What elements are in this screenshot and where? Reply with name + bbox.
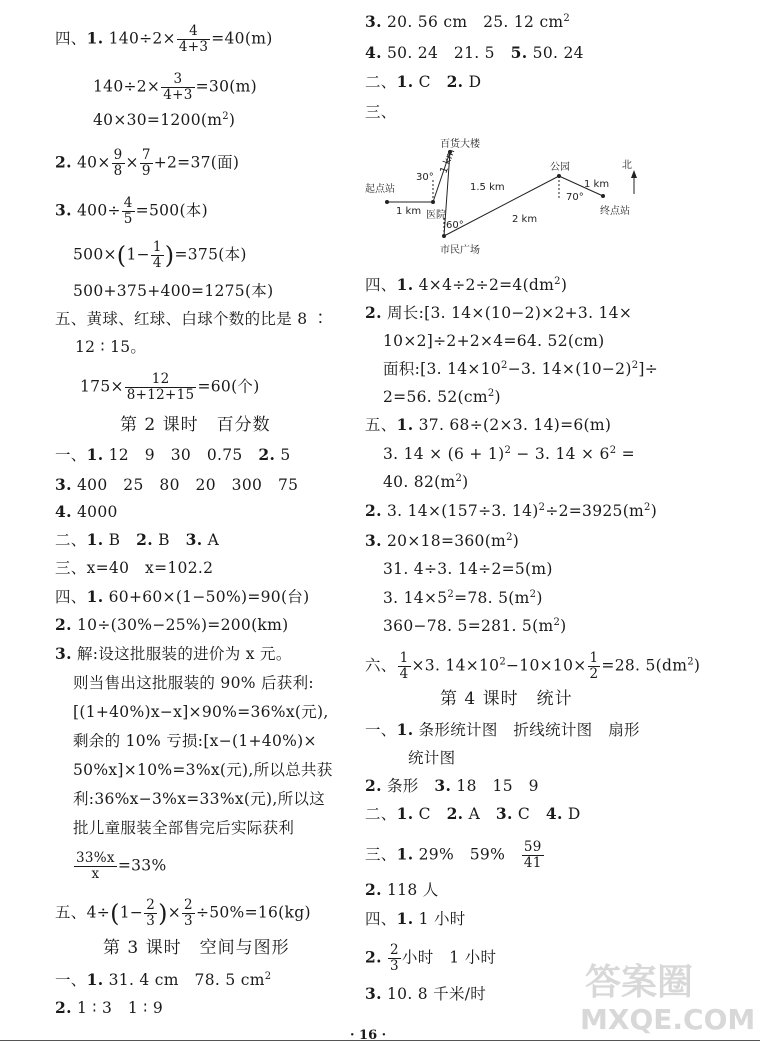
fraction: $\frac{1}{4}$ — [399, 650, 409, 682]
r-l4-s1-q2: 2. 条形 3. 18 15 9 — [365, 776, 539, 795]
fraction: $\frac{33\%x}{x}$ — [76, 850, 115, 882]
l2-p7: $\frac{33\%x}{x}$ =33% — [76, 850, 167, 882]
r-l4-s3-q2: 2. 118 人 — [365, 880, 439, 899]
map-label-end: 终点站 — [600, 206, 630, 217]
left-s5-line2: 12 ∶ 15。 — [75, 338, 147, 356]
map-label-park: 公园 — [550, 162, 570, 173]
fraction: $\frac{4}{5}$ — [123, 195, 133, 227]
lesson-2-heading: 第 2 课时 百分数 — [120, 415, 271, 435]
fraction: $\frac{2}{3}$ — [390, 942, 399, 974]
fraction: $\frac{2}{3}$ — [146, 897, 156, 929]
map-angle: 30° — [416, 172, 434, 183]
fraction: $\frac{59}{41}$ — [523, 839, 542, 871]
left-s5-expr: 175× $\frac{12}{8+12+15}$ =60(个) — [80, 371, 260, 403]
map-distance: 1 km — [438, 147, 458, 176]
map-label-store: 百货大楼 — [440, 139, 480, 150]
l2-p1: 则当售出这批服装的 90% 后获利: — [73, 674, 314, 692]
r-l4-s4-q1: 四、1. 1 小时 — [365, 909, 466, 928]
l2-p3: 剩余的 10% 亏损:[x−(1+40%)× — [73, 732, 317, 750]
r-s5-q3d: 360−78. 5=281. $5(m^2)$ — [383, 616, 567, 635]
map-distance: 1 km — [584, 179, 610, 190]
map-point — [385, 200, 389, 204]
left-s4-q3: 3. 400÷ $\frac{4}{5}$ =500(本) — [55, 195, 208, 227]
map-distance: 1 km — [396, 206, 422, 217]
r-s2: 二、1. C 2. D — [365, 72, 482, 91]
map-label-north: 北 — [622, 160, 632, 171]
l2-s4-q2: 2. 10÷(30%−25%)=200(km) — [55, 615, 289, 634]
l2-s1-q3: 3. 400 25 80 20 300 75 — [55, 475, 299, 494]
map-label-hospital: 医院 — [426, 210, 446, 221]
route-map — [360, 138, 660, 260]
watermark-url: MXQE.COM — [580, 1003, 756, 1036]
left-s4-line1: 四、1. 140÷2× $\frac{4}{4+3}$ =40(m) — [55, 23, 273, 55]
fraction: $\frac{7}{9}$ — [141, 147, 151, 179]
l2-s5: 五、4÷(1− $\frac{2}{3}$ )× $\frac{2}{3}$ ÷50%=16(kg) — [55, 897, 311, 929]
map-label-start: 起点站 — [365, 184, 395, 195]
fraction: $\frac{1}{2}$ — [589, 650, 599, 682]
l2-s4-q1: 四、1. 60+60×(1−50%)=90(台) — [55, 587, 310, 606]
fraction: $\frac{1}{4}$ — [152, 239, 162, 271]
l2-s1-q4: 4. 4000 — [55, 502, 118, 521]
r-s5-q3b: 31. 4÷3. 14÷2=5(m) — [383, 560, 553, 578]
r-s4-q2b: 10×2]÷2+2×4=64. 52(cm) — [383, 332, 605, 350]
l2-p4: 50%x]×10%=3%x(元),所以总共获 — [73, 761, 333, 779]
r-l4-s4-q2: 2. $\frac{2}{3}$ 小时 1 小时 — [365, 942, 497, 974]
r-s5-q1: 五、1. 37. 68÷(2×3. 14)=6(m) — [365, 415, 612, 434]
r-s5-q3: 3. $20\times 18=360(m^2)$ — [365, 531, 520, 550]
l2-p5: 利:36%x−3%x=33%x(元),所以这 — [73, 790, 326, 808]
r-s6: 六、 $\frac{1}{4}$ ×3. $14\times 10^2-10\times 10\times$ $\frac{1}{2}$ =28. $5(dm^2)$ — [365, 650, 701, 682]
left-s5-line1: 五、黄球、红球、白球个数的比是 8 ∶ — [55, 310, 329, 328]
r-s3: 三、 — [365, 103, 397, 121]
r-s4-q1: 四、1. $4\times 4\div 2\div 2=4(dm^2)$ — [365, 275, 568, 294]
fraction: $\frac{4}{4+3}$ — [178, 23, 209, 55]
r-s5-q1b: 3. $14 \times (6 + 1)^2 - 3$. $14 \times 6^2$ = — [383, 444, 635, 463]
r-s4-q2d: 2=56. $52(cm^2)$ — [383, 387, 501, 406]
r-s4-q2c: 面积:[3. $14\times 10^2-3$. $14\times(10-2)^2]\div$ — [383, 359, 658, 378]
route-map-svg — [360, 138, 660, 260]
r-s4-q2: 2. 周长:[3. 14×(10−2)×2+3. 14× — [365, 303, 633, 322]
r-l4-s2: 二、1. C 2. A 3. C 4. D — [365, 804, 581, 823]
map-label-plaza: 市民广场 — [440, 245, 480, 256]
l3-s1-q1: 一、1. 31. 4 cm 78. 5 $cm^2$ — [55, 970, 272, 989]
fraction: $\frac{9}{8}$ — [113, 147, 123, 179]
l2-p6: 批儿童服装全部售完后实际获利 — [73, 819, 295, 837]
map-distance: 1.5 km — [470, 182, 505, 193]
map-point — [601, 194, 605, 198]
r-q3: 3. 20. 56 cm 25. 12 $cm^2$ — [365, 12, 571, 31]
l2-s3: 三、x=40 x=102.2 — [55, 559, 214, 577]
map-angle: 60° — [446, 220, 464, 231]
lesson-4-heading: 第 4 课时 统计 — [440, 689, 573, 709]
left-s4-q2: 2. 40× $\frac{9}{8}$ × $\frac{7}{9}$ +2=37(面) — [55, 147, 240, 179]
map-point — [557, 174, 561, 178]
r-s5-q1c: 40. $82(m^2)$ — [383, 472, 469, 491]
left-s4-q3b: 500×(1− $\frac{1}{4}$ )=375(本) — [73, 239, 247, 271]
fraction: $\frac{12}{8+12+15}$ — [126, 371, 195, 403]
map-distance: 2 km — [512, 214, 538, 225]
lesson-3-heading: 第 3 课时 空间与图形 — [103, 938, 290, 958]
fraction: $\frac{2}{3}$ — [184, 897, 193, 929]
l2-s2: 二、1. B 2. B 3. A — [55, 530, 220, 549]
l2-p2: [(1+40%)x−x]×90%=36%x(元), — [73, 703, 329, 721]
r-l4-s1-q1: 一、1. 条形统计图 折线统计图 扇形 — [365, 720, 640, 739]
r-s5-q3c: 3. $14\times 5^2=78$. $5(m^2)$ — [383, 588, 543, 607]
map-point — [442, 234, 446, 238]
fraction: $\frac{3}{4+3}$ — [163, 71, 193, 103]
r-q4-q5: 4. 50. 24 21. 5 5. 50. 24 — [365, 43, 584, 62]
left-s4-q3c: 500+375+400=1275(本) — [73, 282, 274, 300]
map-angle: 70° — [566, 192, 584, 203]
l2-s4-q3: 3. 解:设这批服装的进价为 x 元。 — [55, 644, 292, 663]
page-number: · 16 · — [350, 1028, 387, 1043]
l3-s1-q2: 2. 1 ∶ 3 1 ∶ 9 — [55, 998, 164, 1017]
r-l4-s3-q1: 三、1. 29% 59% $\frac{59}{41}$ — [365, 839, 542, 871]
r-s5-q2: 2. 3. 14×(157÷3. $14)^2\div 2=3925(m^2)$ — [365, 501, 658, 520]
l2-s1: 一、1. 12 9 30 0.75 2. 5 — [55, 445, 291, 464]
north-arrow-icon — [631, 170, 637, 178]
left-s4-line2: 140÷2× $\frac{3}{4+3}$ =30(m) — [93, 71, 257, 103]
r-l4-s4-q3: 3. 10. 8 千米/时 — [365, 984, 487, 1003]
map-point — [431, 200, 435, 204]
left-s4-line3: $40\times 30=1200(m^2)$ — [93, 110, 236, 129]
r-l4-s1-q1b: 统计图 — [408, 749, 456, 767]
watermark-logo: 答案圈 — [585, 962, 694, 1003]
footer-rule — [0, 1040, 760, 1041]
